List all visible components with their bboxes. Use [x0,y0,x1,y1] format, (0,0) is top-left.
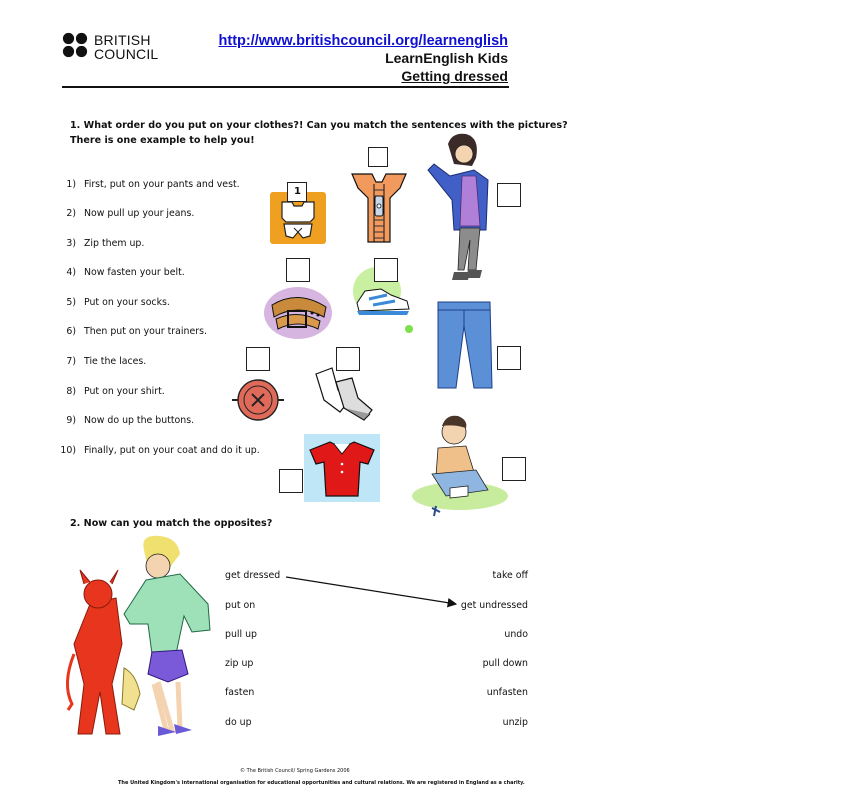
list-item[interactable]: pull up [225,629,257,640]
list-item[interactable]: fasten [225,687,255,698]
sentence-text: Now pull up your jeans. [84,208,195,219]
sentence-text: First, put on your pants and vest. [84,179,240,190]
list-item[interactable]: do up [225,717,252,728]
list-item[interactable]: take off [492,570,528,581]
sentence-text: Then put on your trainers. [84,326,207,337]
sentence-text: Put on your shirt. [84,386,165,397]
list-item[interactable]: zip up [225,658,254,669]
page-title: Getting dressed [401,68,508,84]
sentence-number: 6) [66,326,76,337]
charity-text: The United Kingdom's international organisation for educational opportunities and cultural relations. We are registered in England as a charity. [118,780,525,786]
list-item[interactable]: get undressed [460,600,528,611]
sentence-number: 2) [66,208,76,219]
sentence-number: 4) [66,267,76,278]
sentence-number: 10) [60,445,76,456]
list-item[interactable]: put on [225,600,256,611]
sentence-text: Now do up the buttons. [84,415,195,426]
list-item[interactable]: unfasten [486,687,528,698]
list-item[interactable]: get dressed [225,570,281,581]
sentence-number: 3) [66,238,76,249]
sentence-number: 1) [66,179,76,190]
sentence-number: 9) [66,415,76,426]
list-item[interactable]: unzip [502,717,528,728]
sentence-text: Finally, put on your coat and do it up. [84,445,260,456]
copyright-text: © The British Council/ Spring Gardens 2006 [240,768,350,774]
sentence-text: Zip them up. [84,238,145,249]
sentence-text: Now fasten your belt. [84,267,185,278]
sentence-text: Tie the laces. [84,356,147,367]
sentence-number: 5) [66,297,76,308]
site-name: LearnEnglish Kids [385,50,508,66]
exercise-1-prompt: 1. What order do you put on your clothes?! Can you match the sentences with the pictures? [70,120,568,131]
logo-line-2: COUNCIL [94,46,159,62]
exercise-2-prompt: 2. Now can you match the opposites? [70,518,273,529]
list-item[interactable]: pull down [482,658,528,669]
sentence-number: 8) [66,386,76,397]
logo-line-1: BRITISH [94,32,151,48]
sentence-text: Put on your socks. [84,297,170,308]
site-url-link[interactable]: http://www.britishcouncil.org/learnenglish [218,33,508,49]
example-answer: 1 [294,186,301,197]
exercise-1-hint: There is one example to help you! [70,135,255,146]
list-item[interactable]: undo [504,629,528,640]
sentence-number: 7) [66,356,76,367]
